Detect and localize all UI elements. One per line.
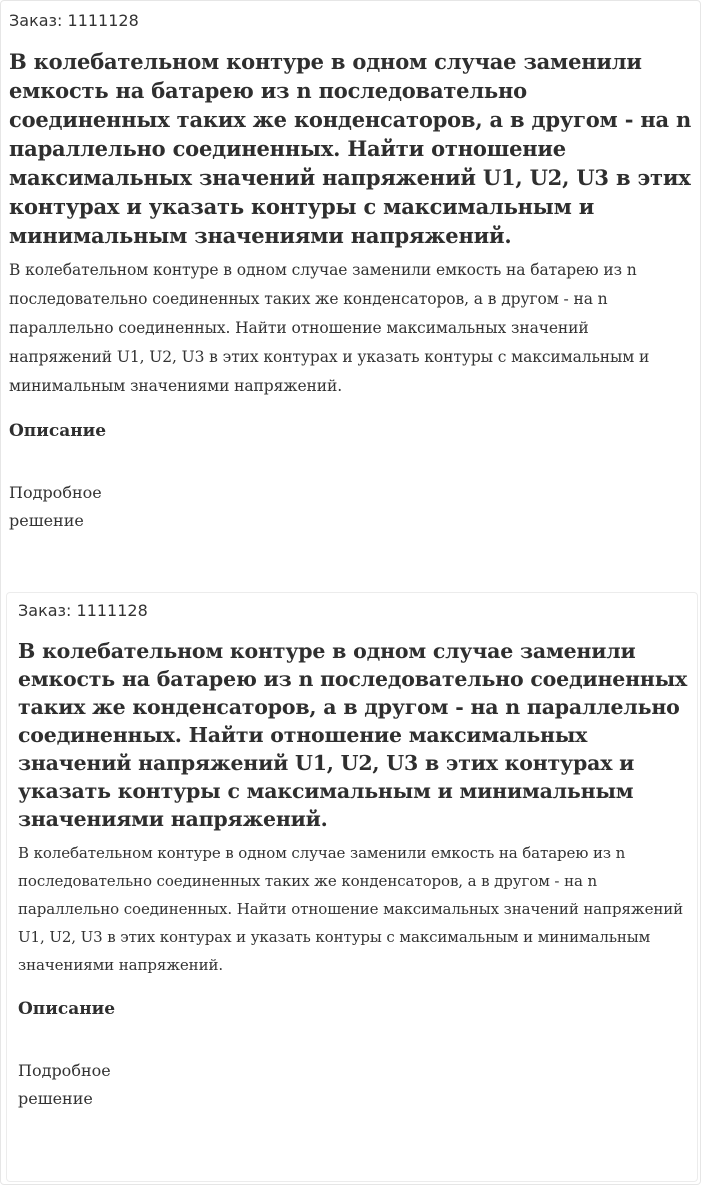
solution-note: Подробное решение xyxy=(9,483,102,530)
description-heading: Описание xyxy=(18,999,116,1019)
task-description-text: В колебательном контуре в одном случае заменили емкость на батарею из n последовательно соединенных таких же конденсаторов, а в другом - на n параллельно соединенных. Найти отношение максимальных значений напряжений U1, U2, U3 в этих контурах и указать контуры с максимальным и минимальным значениями напряжений. xyxy=(18,844,684,974)
task-title: В колебательном контуре в одном случае заменили емкость на батарею из n последовательно соединенных таких же конденсаторов, а в другом - на n параллельно соединенных. Найти отношение максимальных значений напряжений U1, U2, U3 в этих контурах и указать контуры с максимальным и минимальным значениями напряжений. xyxy=(18,639,688,831)
task-description-text: В колебательном контуре в одном случае заменили емкость на батарею из n последовательно соединенных таких же конденсаторов, а в другом - на n параллельно соединенных. Найти отношение максимальных значений напряжений U1, U2, U3 в этих контурах и указать контуры с максимальным и минимальным значениями напряжений. xyxy=(9,261,650,395)
task-card-nested xyxy=(18,599,688,1113)
task-title: В колебательном контуре в одном случае заменили емкость на батарею из n последовательно соединенных таких же конденсаторов, а в другом - на n параллельно соединенных. Найти отношение максимальных значений напряжений U1, U2, U3 в этих контурах и указать контуры с максимальным и минимальным значениями напряжений. xyxy=(9,49,692,248)
order-number: Заказ: 1111128 xyxy=(18,601,148,620)
description-heading: Описание xyxy=(9,421,107,441)
order-number: Заказ: 1111128 xyxy=(9,11,139,30)
solution-note: Подробное решение xyxy=(18,1061,111,1108)
task-card xyxy=(9,9,693,535)
